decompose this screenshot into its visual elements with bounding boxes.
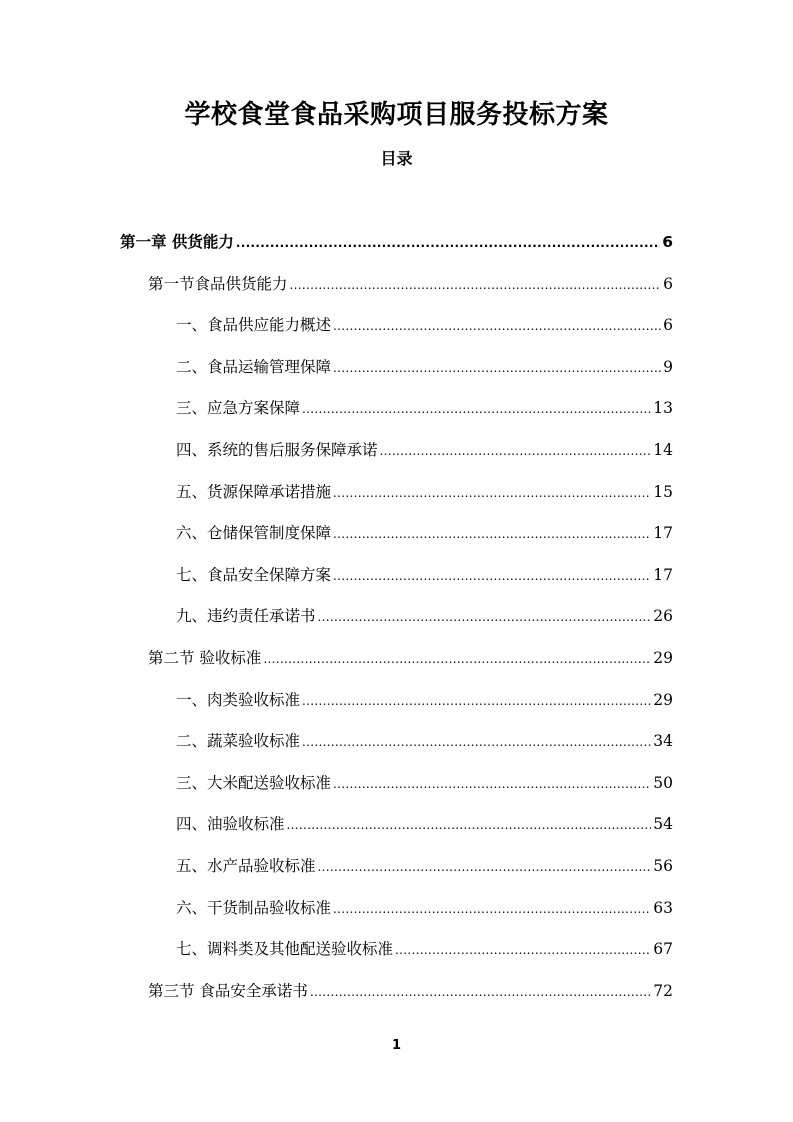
toc-entry[interactable] [176,604,673,628]
toc-dot-leader [333,772,651,796]
toc-entry-label: 二、蔬菜验收标准 [176,732,301,751]
toc-entry-page-number: 56 [653,857,673,875]
toc-entry-page-number: 17 [653,524,673,543]
toc-entry-label: 第一节食品供货能力 [148,274,288,293]
toc-entry-page-number: 17 [653,565,673,584]
toc-entry-label: 三、大米配送验收标准 [176,773,332,792]
toc-dot-leader [395,938,651,962]
toc-entry-page-number: 6 [662,233,673,251]
toc-entry-label: 三、应急方案保障 [176,399,301,418]
toc-entry-page-number: 63 [653,898,673,917]
toc-dot-leader [290,273,662,297]
toc-entry[interactable] [176,896,673,920]
toc-entry-page-number: 29 [653,649,673,667]
toc-entry-label: 九、违约责任承诺书 [176,607,316,626]
toc-dot-leader [333,356,661,380]
toc-entry[interactable] [176,313,673,337]
toc-entry[interactable] [148,272,673,296]
toc-entry-page-number: 14 [653,441,673,459]
toc-entry[interactable] [176,396,673,420]
toc-dot-leader [318,855,652,879]
toc-entry[interactable] [176,729,673,753]
toc-dot-leader [302,689,651,713]
toc-entry[interactable] [176,563,673,587]
toc-entry-page-number: 6 [663,316,673,335]
toc-dot-leader [333,314,661,338]
toc-heading: 目录 [380,149,413,168]
toc-entry-label: 二、食品运输管理保障 [176,357,332,376]
toc-entry-label: 一、肉类验收标准 [176,690,301,709]
toc-entry-page-number: 50 [653,773,673,792]
toc-dot-leader [333,897,651,921]
toc-entry-label: 第一章 供货能力 [120,233,234,251]
toc-dot-leader [333,481,651,505]
toc-entry-page-number: 72 [653,981,673,1000]
toc-entry[interactable] [120,230,673,254]
toc-entry-page-number: 54 [653,815,673,834]
toc-entry-label: 一、食品供应能力概述 [176,316,332,335]
toc-entry-label: 第三节 食品安全承诺书 [148,981,308,1000]
toc-entry[interactable] [176,771,673,795]
toc-entry-page-number: 26 [653,607,673,626]
toc-entry[interactable] [176,854,673,878]
toc-entry-label: 四、油验收标准 [176,815,285,834]
toc-entry[interactable] [176,355,673,379]
toc-entry-page-number: 29 [653,690,673,709]
toc-entry-label: 四、系统的售后服务保障承诺 [176,441,378,459]
toc-entry[interactable] [148,979,673,1003]
toc-entry-label: 五、货源保障承诺措施 [176,482,332,501]
toc-entry-label: 六、仓储保管制度保障 [176,524,332,543]
toc-entry-page-number: 9 [663,357,673,376]
toc-entry[interactable] [176,812,673,836]
toc-entry[interactable] [176,438,673,462]
toc-entry[interactable] [176,688,673,712]
toc-dot-leader [236,231,660,255]
toc-dot-leader [310,980,651,1004]
document-title: 学校食堂食品采购项目服务投标方案 [184,100,609,130]
toc-entry[interactable] [176,521,673,545]
page-number: 1 [391,1038,402,1053]
toc-entry-page-number: 67 [653,940,673,959]
toc-dot-leader [318,605,652,629]
toc-entry-label: 六、干货制品验收标准 [176,898,332,917]
toc-dot-leader [287,813,652,837]
toc-dot-leader [333,522,651,546]
toc-entry-page-number: 34 [653,732,673,751]
toc-dot-leader [302,730,651,754]
toc-dot-leader [263,647,651,671]
toc-entry-label: 七、调料类及其他配送验收标准 [176,940,394,959]
toc-entry[interactable] [176,937,673,961]
toc-dot-leader [380,439,652,463]
toc-entry[interactable] [148,646,673,670]
toc-entry-page-number: 15 [653,482,673,501]
toc-entry[interactable] [176,480,673,504]
toc-entry-label: 第二节 验收标准 [148,649,262,667]
toc-dot-leader [333,564,651,588]
toc-entry-page-number: 13 [653,399,673,418]
toc-entry-page-number: 6 [663,274,673,293]
toc-entry-label: 五、水产品验收标准 [176,857,316,875]
toc-entry-label: 七、食品安全保障方案 [176,565,332,584]
toc-dot-leader [302,397,651,421]
